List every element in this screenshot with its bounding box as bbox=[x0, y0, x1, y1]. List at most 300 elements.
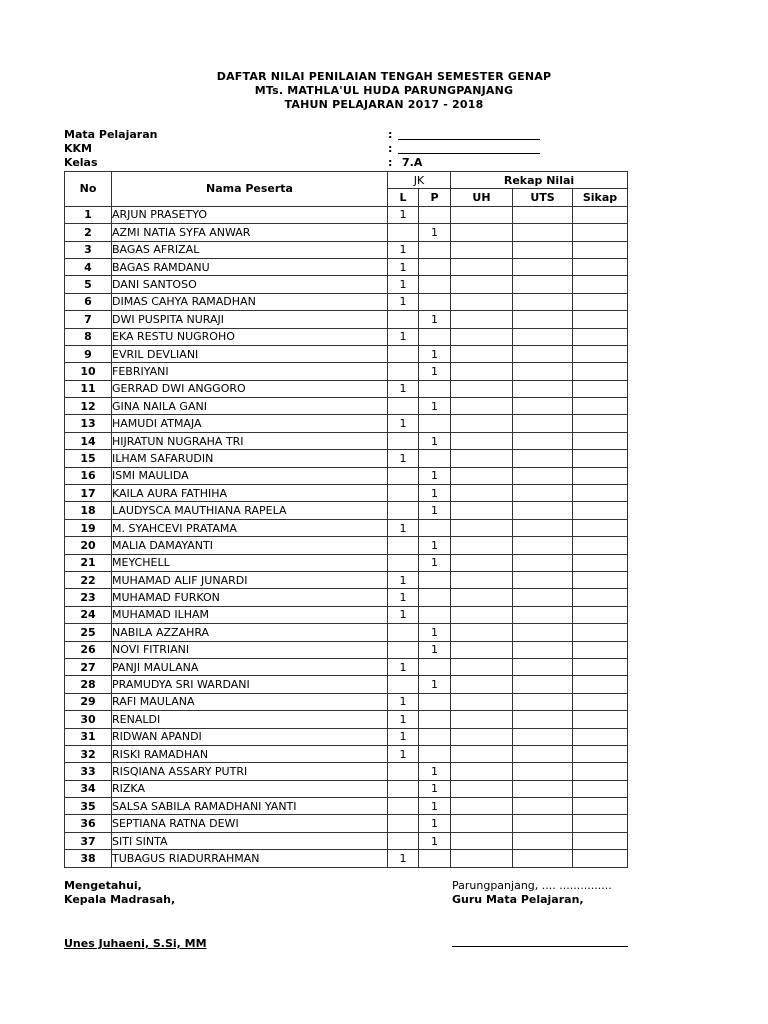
header-l: L bbox=[388, 189, 419, 206]
table-row bbox=[65, 815, 628, 832]
grade-table bbox=[64, 171, 628, 868]
table-row bbox=[65, 745, 628, 762]
student-name: GERRAD DWI ANGGORO bbox=[112, 380, 388, 397]
sikap-cell bbox=[573, 276, 628, 293]
uts-cell bbox=[513, 467, 573, 484]
row-number: 20 bbox=[65, 537, 112, 554]
jk-l-cell bbox=[388, 345, 419, 362]
table-row bbox=[65, 380, 628, 397]
jk-p-cell: 1 bbox=[419, 763, 451, 780]
place-date: Parungpanjang, .... ............... bbox=[452, 879, 612, 892]
kepala-madrasah-label: Kepala Madrasah, bbox=[64, 893, 176, 906]
kkm-blank-line bbox=[398, 153, 540, 154]
jk-l-cell: 1 bbox=[388, 241, 419, 258]
uts-cell bbox=[513, 519, 573, 536]
uh-cell bbox=[451, 571, 513, 588]
uh-cell bbox=[451, 363, 513, 380]
student-name: HAMUDI ATMAJA bbox=[112, 415, 388, 432]
row-number: 4 bbox=[65, 258, 112, 275]
table-header-row bbox=[65, 172, 628, 189]
row-number: 26 bbox=[65, 641, 112, 658]
jk-p-cell: 1 bbox=[419, 345, 451, 362]
uh-cell bbox=[451, 258, 513, 275]
kkm-label: KKM bbox=[64, 142, 92, 155]
table-row bbox=[65, 519, 628, 536]
row-number: 12 bbox=[65, 398, 112, 415]
sikap-cell bbox=[573, 363, 628, 380]
uh-cell bbox=[451, 450, 513, 467]
student-name: MUHAMAD ILHAM bbox=[112, 606, 388, 623]
uh-cell bbox=[451, 241, 513, 258]
sikap-cell bbox=[573, 258, 628, 275]
jk-l-cell: 1 bbox=[388, 328, 419, 345]
student-name: RAFI MAULANA bbox=[112, 693, 388, 710]
uh-cell bbox=[451, 467, 513, 484]
uh-cell bbox=[451, 711, 513, 728]
uh-cell bbox=[451, 658, 513, 675]
jk-p-cell bbox=[419, 728, 451, 745]
sikap-cell bbox=[573, 450, 628, 467]
jk-l-cell: 1 bbox=[388, 571, 419, 588]
uts-cell bbox=[513, 502, 573, 519]
student-name: GINA NAILA GANI bbox=[112, 398, 388, 415]
jk-l-cell: 1 bbox=[388, 693, 419, 710]
uh-cell bbox=[451, 815, 513, 832]
table-row bbox=[65, 850, 628, 867]
student-name: RISKI RAMADHAN bbox=[112, 745, 388, 762]
document-title: DAFTAR NILAI PENILAIAN TENGAH SEMESTER GENAP bbox=[216, 70, 552, 83]
uts-cell bbox=[513, 311, 573, 328]
sikap-cell bbox=[573, 850, 628, 867]
uts-cell bbox=[513, 206, 573, 223]
table-row bbox=[65, 363, 628, 380]
jk-p-cell bbox=[419, 571, 451, 588]
kelas-label: Kelas bbox=[64, 156, 98, 169]
jk-p-cell: 1 bbox=[419, 780, 451, 797]
row-number: 31 bbox=[65, 728, 112, 745]
uh-cell bbox=[451, 537, 513, 554]
header-no: No bbox=[65, 172, 112, 207]
row-number: 13 bbox=[65, 415, 112, 432]
uh-cell bbox=[451, 311, 513, 328]
kepala-madrasah-name: Unes Juhaeni, S.Si, MM bbox=[64, 937, 207, 950]
header-uh: UH bbox=[451, 189, 513, 206]
jk-p-cell bbox=[419, 606, 451, 623]
sikap-cell bbox=[573, 624, 628, 641]
row-number: 7 bbox=[65, 311, 112, 328]
row-number: 28 bbox=[65, 676, 112, 693]
table-row bbox=[65, 641, 628, 658]
table-row bbox=[65, 432, 628, 449]
jk-l-cell: 1 bbox=[388, 293, 419, 310]
jk-l-cell bbox=[388, 311, 419, 328]
student-name: NOVI FITRIANI bbox=[112, 641, 388, 658]
student-name: EVRIL DEVLIANI bbox=[112, 345, 388, 362]
header-p: P bbox=[419, 189, 451, 206]
uts-cell bbox=[513, 432, 573, 449]
student-name: FEBRIYANI bbox=[112, 363, 388, 380]
uh-cell bbox=[451, 606, 513, 623]
sikap-cell bbox=[573, 293, 628, 310]
uts-cell bbox=[513, 606, 573, 623]
sikap-cell bbox=[573, 554, 628, 571]
uh-cell bbox=[451, 624, 513, 641]
academic-year: TAHUN PELAJARAN 2017 - 2018 bbox=[284, 98, 484, 111]
jk-p-cell bbox=[419, 450, 451, 467]
uts-cell bbox=[513, 624, 573, 641]
row-number: 23 bbox=[65, 589, 112, 606]
row-number: 34 bbox=[65, 780, 112, 797]
sikap-cell bbox=[573, 728, 628, 745]
uts-cell bbox=[513, 328, 573, 345]
student-name: MALIA DAMAYANTI bbox=[112, 537, 388, 554]
jk-l-cell bbox=[388, 798, 419, 815]
table-row bbox=[65, 398, 628, 415]
uts-cell bbox=[513, 850, 573, 867]
table-row bbox=[65, 502, 628, 519]
table-row bbox=[65, 415, 628, 432]
student-name: RENALDI bbox=[112, 711, 388, 728]
student-name: LAUDYSCA MAUTHIANA RAPELA bbox=[112, 502, 388, 519]
row-number: 29 bbox=[65, 693, 112, 710]
uh-cell bbox=[451, 676, 513, 693]
uts-cell bbox=[513, 641, 573, 658]
jk-p-cell bbox=[419, 380, 451, 397]
jk-p-cell: 1 bbox=[419, 537, 451, 554]
jk-p-cell: 1 bbox=[419, 554, 451, 571]
table-row bbox=[65, 206, 628, 223]
jk-p-cell: 1 bbox=[419, 224, 451, 241]
school-name: MTs. MATHLA'UL HUDA PARUNGPANJANG bbox=[254, 84, 514, 97]
row-number: 2 bbox=[65, 224, 112, 241]
student-name: ARJUN PRASETYO bbox=[112, 206, 388, 223]
jk-p-cell bbox=[419, 415, 451, 432]
guru-signature-line bbox=[452, 946, 628, 947]
header-sikap: Sikap bbox=[573, 189, 628, 206]
jk-p-cell bbox=[419, 658, 451, 675]
table-row bbox=[65, 537, 628, 554]
uh-cell bbox=[451, 224, 513, 241]
sikap-cell bbox=[573, 606, 628, 623]
sikap-cell bbox=[573, 485, 628, 502]
uh-cell bbox=[451, 276, 513, 293]
uh-cell bbox=[451, 206, 513, 223]
jk-p-cell bbox=[419, 241, 451, 258]
uh-cell bbox=[451, 763, 513, 780]
jk-p-cell: 1 bbox=[419, 398, 451, 415]
jk-p-cell: 1 bbox=[419, 815, 451, 832]
kelas-value: 7.A bbox=[402, 156, 423, 169]
row-number: 27 bbox=[65, 658, 112, 675]
header-rekap-nilai: Rekap Nilai bbox=[451, 172, 628, 189]
row-number: 6 bbox=[65, 293, 112, 310]
table-row bbox=[65, 832, 628, 849]
uh-cell bbox=[451, 832, 513, 849]
student-name: ISMI MAULIDA bbox=[112, 467, 388, 484]
uh-cell bbox=[451, 850, 513, 867]
jk-l-cell bbox=[388, 432, 419, 449]
jk-p-cell: 1 bbox=[419, 502, 451, 519]
header-jk: JK bbox=[388, 172, 451, 189]
sikap-cell bbox=[573, 780, 628, 797]
table-row bbox=[65, 624, 628, 641]
uts-cell bbox=[513, 745, 573, 762]
jk-l-cell: 1 bbox=[388, 711, 419, 728]
row-number: 19 bbox=[65, 519, 112, 536]
table-row bbox=[65, 241, 628, 258]
jk-l-cell: 1 bbox=[388, 745, 419, 762]
sikap-cell bbox=[573, 798, 628, 815]
jk-l-cell bbox=[388, 537, 419, 554]
student-name: NABILA AZZAHRA bbox=[112, 624, 388, 641]
row-number: 18 bbox=[65, 502, 112, 519]
jk-l-cell: 1 bbox=[388, 658, 419, 675]
row-number: 15 bbox=[65, 450, 112, 467]
jk-l-cell bbox=[388, 224, 419, 241]
row-number: 11 bbox=[65, 380, 112, 397]
uh-cell bbox=[451, 328, 513, 345]
sikap-cell bbox=[573, 224, 628, 241]
row-number: 17 bbox=[65, 485, 112, 502]
uts-cell bbox=[513, 832, 573, 849]
uts-cell bbox=[513, 380, 573, 397]
jk-l-cell bbox=[388, 624, 419, 641]
table-row bbox=[65, 293, 628, 310]
row-number: 33 bbox=[65, 763, 112, 780]
jk-p-cell bbox=[419, 258, 451, 275]
jk-l-cell: 1 bbox=[388, 728, 419, 745]
row-number: 14 bbox=[65, 432, 112, 449]
student-name: MEYCHELL bbox=[112, 554, 388, 571]
jk-l-cell bbox=[388, 676, 419, 693]
row-number: 21 bbox=[65, 554, 112, 571]
uh-cell bbox=[451, 519, 513, 536]
kkm-colon: : bbox=[388, 142, 393, 155]
table-row bbox=[65, 224, 628, 241]
jk-p-cell: 1 bbox=[419, 363, 451, 380]
jk-l-cell bbox=[388, 641, 419, 658]
table-row bbox=[65, 728, 628, 745]
row-number: 8 bbox=[65, 328, 112, 345]
uts-cell bbox=[513, 450, 573, 467]
jk-l-cell: 1 bbox=[388, 519, 419, 536]
student-name: M. SYAHCEVI PRATAMA bbox=[112, 519, 388, 536]
table-row bbox=[65, 676, 628, 693]
jk-p-cell: 1 bbox=[419, 624, 451, 641]
table-row bbox=[65, 693, 628, 710]
row-number: 9 bbox=[65, 345, 112, 362]
jk-l-cell: 1 bbox=[388, 850, 419, 867]
student-name: RIDWAN APANDI bbox=[112, 728, 388, 745]
sikap-cell bbox=[573, 328, 628, 345]
sikap-cell bbox=[573, 345, 628, 362]
row-number: 25 bbox=[65, 624, 112, 641]
uts-cell bbox=[513, 693, 573, 710]
uts-cell bbox=[513, 485, 573, 502]
student-name: SEPTIANA RATNA DEWI bbox=[112, 815, 388, 832]
mata-pelajaran-blank-line bbox=[398, 139, 540, 140]
uh-cell bbox=[451, 293, 513, 310]
table-row bbox=[65, 276, 628, 293]
row-number: 36 bbox=[65, 815, 112, 832]
student-name: DANI SANTOSO bbox=[112, 276, 388, 293]
uts-cell bbox=[513, 711, 573, 728]
jk-p-cell bbox=[419, 519, 451, 536]
sikap-cell bbox=[573, 502, 628, 519]
jk-p-cell bbox=[419, 293, 451, 310]
table-row bbox=[65, 711, 628, 728]
jk-p-cell: 1 bbox=[419, 676, 451, 693]
uh-cell bbox=[451, 693, 513, 710]
uts-cell bbox=[513, 763, 573, 780]
jk-p-cell: 1 bbox=[419, 485, 451, 502]
uts-cell bbox=[513, 293, 573, 310]
uh-cell bbox=[451, 745, 513, 762]
student-name: SITI SINTA bbox=[112, 832, 388, 849]
jk-p-cell bbox=[419, 711, 451, 728]
jk-l-cell: 1 bbox=[388, 589, 419, 606]
uh-cell bbox=[451, 780, 513, 797]
uts-cell bbox=[513, 241, 573, 258]
row-number: 37 bbox=[65, 832, 112, 849]
uts-cell bbox=[513, 363, 573, 380]
student-name: AZMI NATIA SYFA ANWAR bbox=[112, 224, 388, 241]
table-row bbox=[65, 450, 628, 467]
uh-cell bbox=[451, 502, 513, 519]
uh-cell bbox=[451, 728, 513, 745]
guru-mata-pelajaran-label: Guru Mata Pelajaran, bbox=[452, 893, 584, 906]
jk-p-cell bbox=[419, 693, 451, 710]
uh-cell bbox=[451, 380, 513, 397]
row-number: 30 bbox=[65, 711, 112, 728]
row-number: 24 bbox=[65, 606, 112, 623]
student-name: DWI PUSPITA NURAJI bbox=[112, 311, 388, 328]
header-uts: UTS bbox=[513, 189, 573, 206]
uh-cell bbox=[451, 432, 513, 449]
jk-l-cell: 1 bbox=[388, 276, 419, 293]
row-number: 35 bbox=[65, 798, 112, 815]
jk-l-cell: 1 bbox=[388, 415, 419, 432]
uts-cell bbox=[513, 780, 573, 797]
row-number: 16 bbox=[65, 467, 112, 484]
jk-l-cell: 1 bbox=[388, 380, 419, 397]
jk-l-cell bbox=[388, 780, 419, 797]
sikap-cell bbox=[573, 415, 628, 432]
student-name: BAGAS RAMDANU bbox=[112, 258, 388, 275]
uts-cell bbox=[513, 728, 573, 745]
sikap-cell bbox=[573, 658, 628, 675]
jk-l-cell bbox=[388, 554, 419, 571]
sikap-cell bbox=[573, 206, 628, 223]
student-name: HIJRATUN NUGRAHA TRI bbox=[112, 432, 388, 449]
table-row bbox=[65, 780, 628, 797]
jk-p-cell bbox=[419, 206, 451, 223]
uts-cell bbox=[513, 415, 573, 432]
jk-l-cell bbox=[388, 398, 419, 415]
row-number: 1 bbox=[65, 206, 112, 223]
student-name: SALSA SABILA RAMADHANI YANTI bbox=[112, 798, 388, 815]
student-name: RISQIANA ASSARY PUTRI bbox=[112, 763, 388, 780]
sikap-cell bbox=[573, 519, 628, 536]
sikap-cell bbox=[573, 711, 628, 728]
mata-pelajaran-label: Mata Pelajaran bbox=[64, 128, 158, 141]
sikap-cell bbox=[573, 241, 628, 258]
sikap-cell bbox=[573, 571, 628, 588]
jk-l-cell bbox=[388, 485, 419, 502]
row-number: 10 bbox=[65, 363, 112, 380]
uh-cell bbox=[451, 554, 513, 571]
sikap-cell bbox=[573, 537, 628, 554]
uts-cell bbox=[513, 571, 573, 588]
jk-l-cell bbox=[388, 467, 419, 484]
sikap-cell bbox=[573, 398, 628, 415]
jk-p-cell: 1 bbox=[419, 641, 451, 658]
jk-p-cell bbox=[419, 589, 451, 606]
mata-pelajaran-colon: : bbox=[388, 128, 393, 141]
table-row bbox=[65, 258, 628, 275]
uts-cell bbox=[513, 398, 573, 415]
row-number: 5 bbox=[65, 276, 112, 293]
table-row bbox=[65, 328, 628, 345]
uh-cell bbox=[451, 798, 513, 815]
uts-cell bbox=[513, 815, 573, 832]
table-body bbox=[65, 206, 628, 867]
kelas-colon: : bbox=[388, 156, 393, 169]
header-nama-peserta: Nama Peserta bbox=[112, 172, 388, 207]
table-row bbox=[65, 658, 628, 675]
uts-cell bbox=[513, 658, 573, 675]
student-name: DIMAS CAHYA RAMADHAN bbox=[112, 293, 388, 310]
jk-p-cell: 1 bbox=[419, 311, 451, 328]
table-row bbox=[65, 311, 628, 328]
student-name: EKA RESTU NUGROHO bbox=[112, 328, 388, 345]
sikap-cell bbox=[573, 693, 628, 710]
row-number: 32 bbox=[65, 745, 112, 762]
sikap-cell bbox=[573, 676, 628, 693]
uts-cell bbox=[513, 224, 573, 241]
uts-cell bbox=[513, 589, 573, 606]
student-name: RIZKA bbox=[112, 780, 388, 797]
student-name: MUHAMAD FURKON bbox=[112, 589, 388, 606]
jk-p-cell bbox=[419, 850, 451, 867]
jk-l-cell: 1 bbox=[388, 450, 419, 467]
student-name: KAILA AURA FATHIHA bbox=[112, 485, 388, 502]
sikap-cell bbox=[573, 815, 628, 832]
sikap-cell bbox=[573, 763, 628, 780]
sikap-cell bbox=[573, 589, 628, 606]
jk-l-cell: 1 bbox=[388, 606, 419, 623]
sikap-cell bbox=[573, 311, 628, 328]
student-name: ILHAM SAFARUDIN bbox=[112, 450, 388, 467]
student-name: TUBAGUS RIADURRAHMAN bbox=[112, 850, 388, 867]
jk-p-cell bbox=[419, 328, 451, 345]
table-row bbox=[65, 485, 628, 502]
uts-cell bbox=[513, 258, 573, 275]
jk-p-cell: 1 bbox=[419, 832, 451, 849]
sikap-cell bbox=[573, 641, 628, 658]
uts-cell bbox=[513, 537, 573, 554]
uh-cell bbox=[451, 589, 513, 606]
jk-p-cell: 1 bbox=[419, 467, 451, 484]
row-number: 3 bbox=[65, 241, 112, 258]
jk-l-cell bbox=[388, 502, 419, 519]
table-row bbox=[65, 345, 628, 362]
table-row bbox=[65, 606, 628, 623]
sikap-cell bbox=[573, 745, 628, 762]
table-row bbox=[65, 763, 628, 780]
student-name: MUHAMAD ALIF JUNARDI bbox=[112, 571, 388, 588]
uh-cell bbox=[451, 641, 513, 658]
